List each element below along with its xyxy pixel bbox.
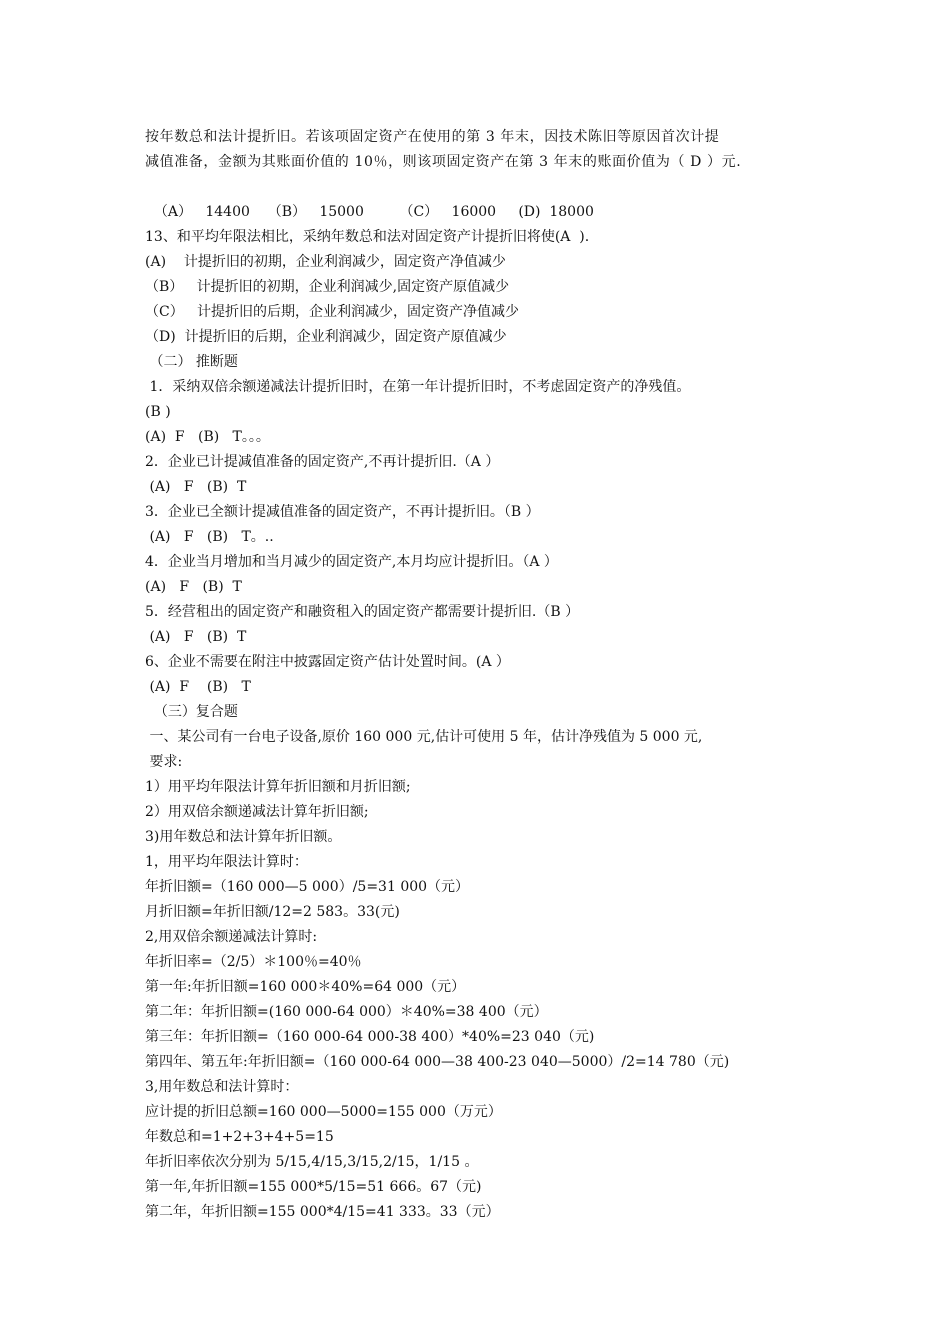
section3-line: 要求: <box>145 754 183 770</box>
section2-line: (A) F (B) T <box>145 479 247 495</box>
intro-options: （A） 14400 （B） 15000 （C） 16000 (D) 18000 <box>145 204 594 220</box>
section3-line: 3)用年数总和法计算年折旧额。 <box>145 829 342 845</box>
section2-line: (A) F (B) T。。。 <box>145 429 270 445</box>
section3-line: 应计提的折旧总额=160 000—5000=155 000（万元） <box>145 1104 502 1120</box>
section3-line: 第三年：年折旧额=（160 000-64 000-38 400）*40%=23 040（元) <box>145 1029 595 1045</box>
section2-line: (A) F (B) T。.. <box>145 529 274 545</box>
section3-line: 月折旧额=年折旧额/12=2 583。33(元) <box>145 904 400 920</box>
section2-line: 6、企业不需要在附注中披露固定资产估计处置时间。(A ） <box>145 654 510 670</box>
q13-option-c: （C） 计提折旧的后期，企业利润减少，固定资产净值减少 <box>145 304 520 320</box>
section2-line: 1．采纳双倍余额递减法计提折旧时，在第一年计提折旧时，不考虑固定资产的净残值。 <box>145 379 691 395</box>
section2-line: 2．企业已计提减值准备的固定资产,不再计提折旧.（A ） <box>145 454 500 470</box>
section3-line: 第二年，年折旧额=155 000*4/15=41 333。33（元） <box>145 1204 500 1220</box>
section2-line: (A) F (B) T <box>145 629 247 645</box>
section2-line: (A) F (B) T <box>145 679 251 695</box>
section3-line: 年折旧额=（160 000—5 000）/5=31 000（元） <box>145 879 470 895</box>
section2-title: （二） 推断题 <box>145 354 238 370</box>
section3-line: 年折旧率=（2/5）＊100％=40％ <box>145 954 362 970</box>
section3-line: 2）用双倍余额递减法计算年折旧额; <box>145 804 369 820</box>
section3-line: 第一年,年折旧额=155 000*5/15=51 666。67（元) <box>145 1179 482 1195</box>
section3-line: 年折旧率依次分别为 5/15,4/15,3/15,2/15，1/15 。 <box>145 1154 479 1170</box>
section3-line: 1，用平均年限法计算时： <box>145 854 308 870</box>
section3-line: 年数总和=1+2+3+4+5=15 <box>145 1129 334 1145</box>
q13-option-b: （B） 计提折旧的初期，企业利润减少,固定资产原值减少 <box>145 279 510 295</box>
section2-line: 3．企业已全额计提减值准备的固定资产，不再计提折旧。（B ） <box>145 504 540 520</box>
section3-line: 一、某公司有一台电子设备,原价 160 000 元,估计可使用 5 年，估计净残值为 5 000 元, <box>145 729 703 745</box>
section3-line: 3,用年数总和法计算时： <box>145 1079 299 1095</box>
section3-line: 第二年：年折旧额=(160 000-64 000）＊40%=38 400（元） <box>145 1004 548 1020</box>
section3-title: （三）复合题 <box>145 704 238 720</box>
section2-line: 4．企业当月增加和当月减少的固定资产,本月均应计提折旧。（A ） <box>145 554 558 570</box>
section3-line: 1）用平均年限法计算年折旧额和月折旧额; <box>145 779 411 795</box>
intro-line-2: 减值准备，金额为其账面价值的 10％，则该项固定资产在第 3 年末的账面价值为（ D ）元. <box>145 154 742 170</box>
q13-option-d: （D) 计提折旧的后期，企业利润减少，固定资产原值减少 <box>145 329 507 345</box>
q13-stem: 13、和平均年限法相比，采纳年数总和法对固定资产计提折旧将使(A ). <box>145 229 590 245</box>
section2-line: (A) F (B) T <box>145 579 242 595</box>
section3-line: 第一年:年折旧额=160 000＊40%=64 000（元） <box>145 979 466 995</box>
section3-line: 第四年、第五年:年折旧额=（160 000-64 000—38 400-23 040—5000）/2=14 780（元) <box>145 1054 730 1070</box>
section2-line: (B ) <box>145 404 171 420</box>
intro-line-1: 按年数总和法计提折旧。若该项固定资产在使用的第 3 年末，因技术陈旧等原因首次计提 <box>145 129 720 145</box>
q13-option-a: (A) 计提折旧的初期，企业利润减少，固定资产净值减少 <box>145 254 506 270</box>
section2-line: 5．经营租出的固定资产和融资租入的固定资产都需要计提折旧.（B ） <box>145 604 580 620</box>
section3-line: 2,用双倍余额递减法计算时: <box>145 929 318 945</box>
